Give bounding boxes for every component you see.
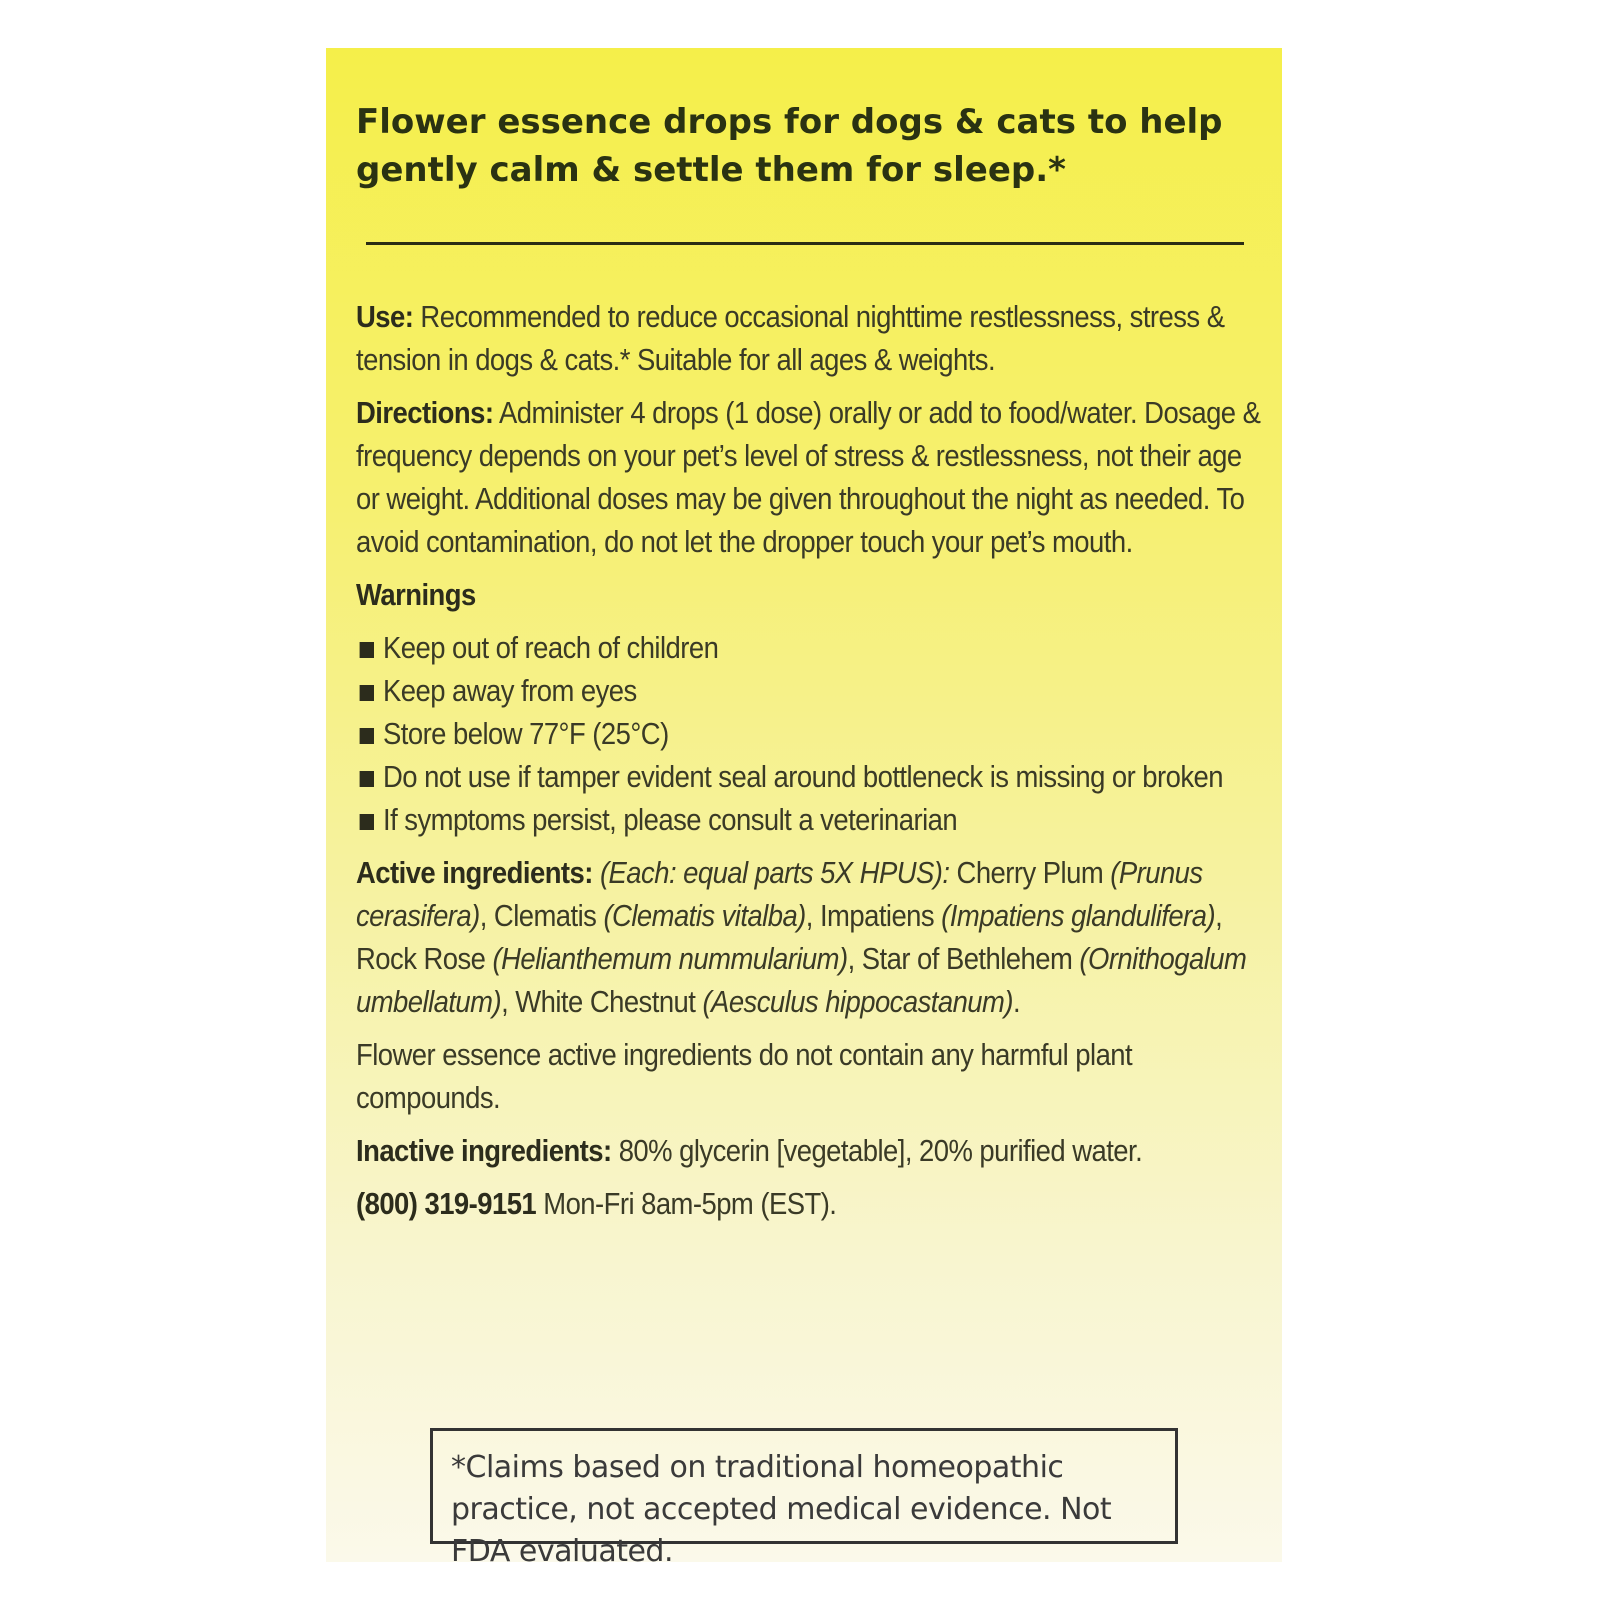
square-bullet-icon	[360, 685, 374, 701]
warning-item: Store below 77°F (25°C)	[356, 713, 1261, 756]
use-label: Use:	[356, 300, 414, 334]
divider	[366, 242, 1244, 245]
active-ingredients-label: Active ingredients:	[356, 856, 593, 890]
square-bullet-icon	[360, 771, 374, 787]
contact-line	[356, 1183, 1261, 1226]
square-bullet-icon	[360, 728, 374, 744]
active-ingredients-text: (Each: equal parts 5X HPUS): Cherry Plum (Prunus cerasifera), Clematis (Clematis vitalba), Impatiens (Impatiens glandulifera), Rock Rose (Helianthemum nummularium), Star of Bethlehem (Ornithogalum umbellatum), White Chestnut (Aesculus hippocastanum).	[356, 856, 1247, 1019]
warning-item: If symptoms persist, please consult a veterinarian	[356, 799, 1261, 842]
label-body	[356, 296, 1261, 1236]
directions-label: Directions:	[356, 396, 494, 430]
contact-hours: Mon-Fri 8am-5pm (EST).	[536, 1187, 837, 1221]
square-bullet-icon	[360, 642, 374, 658]
directions-text: Administer 4 drops (1 dose) orally or add to food/water. Dosage & frequency depends on your pet’s level of stress & restlessness, not their age or weight. Additional doses may be given throughout the night as needed. To avoid contamination, do not let the dropper touch your pet’s mouth.	[356, 396, 1261, 559]
flower-essence-note: Flower essence active ingredients do not contain any harmful plant compounds.	[356, 1038, 1133, 1115]
warning-item: Keep away from eyes	[356, 670, 1261, 713]
label-panel	[326, 48, 1282, 1569]
headline: Flower essence drops for dogs & cats to help gently calm & settle them for sleep.*	[356, 102, 1223, 190]
disclaimer-box: *Claims based on traditional homeopathic practice, not accepted medical evidence. Not FDA evaluated.	[430, 1428, 1178, 1544]
inactive-ingredients-text: 80% glycerin [vegetable], 20% purified water.	[611, 1134, 1143, 1168]
inactive-ingredients-label: Inactive ingredients:	[356, 1134, 612, 1168]
directions-paragraph	[356, 392, 1261, 564]
square-bullet-icon	[360, 814, 374, 830]
inactive-ingredients-paragraph	[356, 1130, 1261, 1173]
warnings-list	[356, 627, 1261, 842]
phone-number: (800) 319-9151	[356, 1187, 537, 1221]
use-text: Recommended to reduce occasional nighttime restlessness, stress & tension in dogs & cats.* Suitable for all ages & weights.	[356, 300, 1225, 377]
warning-item: Keep out of reach of children	[356, 627, 1261, 670]
warnings-title: Warnings	[356, 578, 476, 612]
active-ingredients-paragraph	[356, 852, 1261, 1024]
use-paragraph	[356, 296, 1261, 382]
warning-item: Do not use if tamper evident seal around bottleneck is missing or broken	[356, 756, 1261, 799]
